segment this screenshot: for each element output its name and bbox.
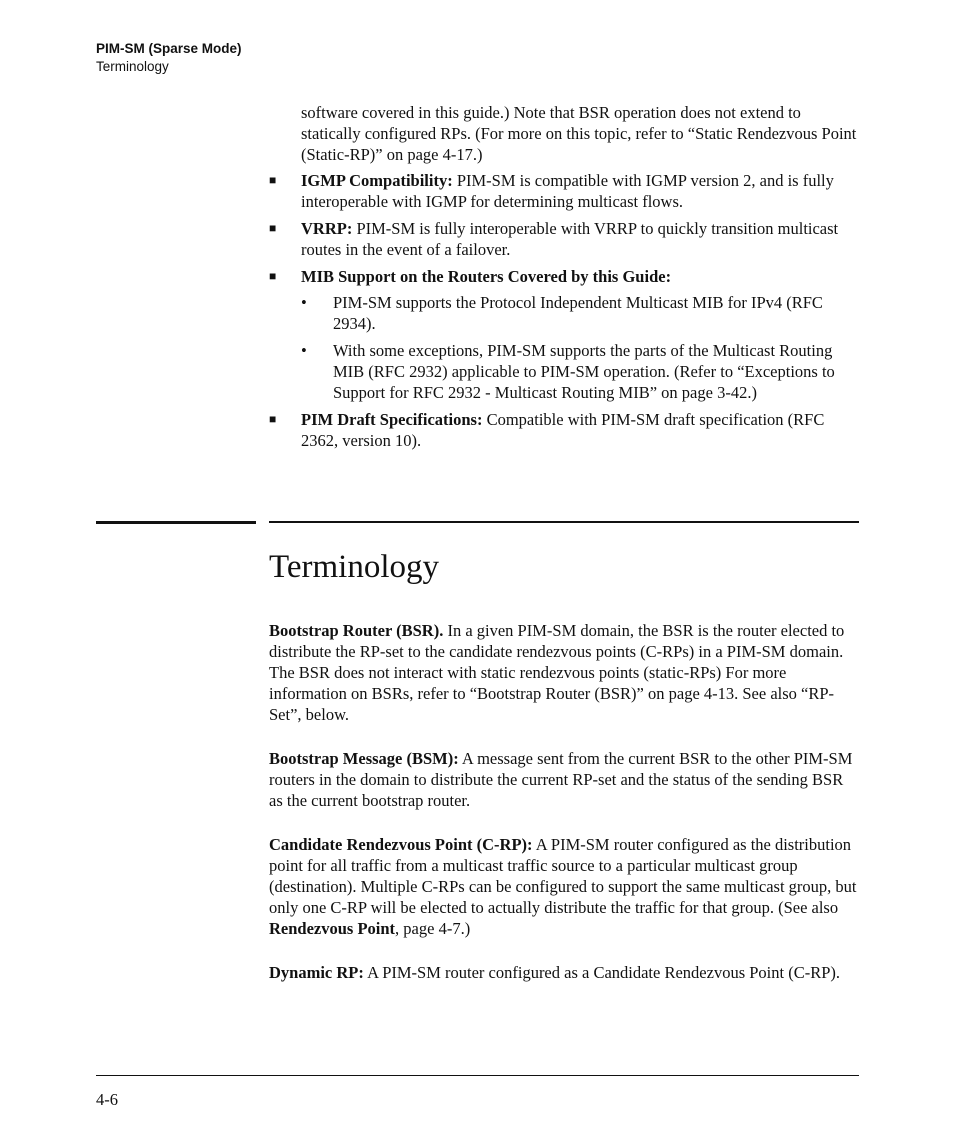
square-bullet-icon: ■ [269,269,277,283]
footer-rule [96,1075,859,1076]
bullet-text: PIM-SM is fully interoperable with VRRP to quickly transition multicast routes in the event of a failover. [301,219,839,259]
sub-bullet-item [301,340,859,403]
bullet-igmp-compatibility [269,170,859,212]
term-definition: A PIM-SM router configured as the distribution point for all traffic from a multicast traffic source to a particular multicast group (destination). Multiple C-RPs can be configured to support the same multicast group, but only one C-RP will be elected to actually distribute the traffic for that group. (See also [269,835,857,917]
running-header [96,40,242,76]
term-cross-reference: Rendezvous Point [269,919,396,938]
term-name: Bootstrap Router (BSR). [269,621,444,640]
section-title: Terminology [269,549,439,585]
sub-bullet-text: PIM-SM supports the Protocol Independent Multicast MIB for IPv4 (RFC 2934). [333,293,823,333]
term-candidate-rendezvous-point [269,834,859,939]
bullet-vrrp [269,218,859,260]
bullet-term: MIB Support on the Routers Covered by this Guide: [301,267,672,286]
sub-bullet-item [301,292,859,334]
dot-bullet-icon: • [301,341,307,360]
header-section-title: Terminology [96,59,169,74]
term-name: Dynamic RP: [269,963,364,982]
bullet-term: VRRP: [301,219,353,238]
square-bullet-icon: ■ [269,221,277,235]
term-definition: In a given PIM-SM domain, the BSR is the router elected to distribute the RP-set to the candidate rendezvous points (C-RPs) in a PIM-SM domain. The BSR does not interact with static rendezvous points (static-RPs) For more information on BSRs, refer to “Bootstrap Router (BSR)” on page 4-13. See also “RP-Set”, below. [269,621,845,724]
terminology-list [269,620,859,1006]
sub-bullet-text: With some exceptions, PIM-SM supports the parts of the Multicast Routing MIB (RFC 2932) applicable to PIM-SM operation. (Refer to “Exceptions to Support for RFC 2932 - Multicast Routing MIB” on page 3-42.) [333,341,835,402]
term-definition: A message sent from the current BSR to the other PIM-SM routers in the domain to distribute the current RP-set and the status of the sending BSR as the current bootstrap router. [269,749,853,810]
feature-list [269,102,859,457]
bullet-text: Compatible with PIM-SM draft specification (RFC 2362, version 10). [301,410,825,450]
term-name: Candidate Rendezvous Point (C-RP): [269,835,533,854]
section-rule-left [96,521,256,524]
page-number: 4-6 [96,1090,118,1109]
bullet-term: IGMP Compatibility: [301,171,453,190]
term-dynamic-rp [269,962,859,983]
square-bullet-icon: ■ [269,173,277,187]
bullet-mib-support [269,266,859,403]
section-rule-right [269,521,859,523]
square-bullet-icon: ■ [269,412,277,426]
term-definition-tail: , page 4-7.) [395,919,471,938]
bullet-pim-draft-specifications [269,409,859,451]
header-chapter-title: PIM-SM (Sparse Mode) [96,41,242,56]
term-bootstrap-message [269,748,859,811]
sub-bullet-list [301,292,859,403]
dot-bullet-icon: • [301,293,307,312]
bullet-term: PIM Draft Specifications: [301,410,483,429]
bullet-text: PIM-SM is compatible with IGMP version 2, and is fully interoperable with IGMP for determining multicast flows. [301,171,834,211]
continued-paragraph: software covered in this guide.) Note that BSR operation does not extend to statically configured RPs. (For more on this topic, refer to “Static Rendezvous Point (Static-RP)” on page 4-17.) [301,103,857,164]
term-bootstrap-router [269,620,859,725]
term-name: Bootstrap Message (BSM): [269,749,459,768]
term-definition: A PIM-SM router configured as a Candidate Rendezvous Point (C-RP). [363,963,841,982]
